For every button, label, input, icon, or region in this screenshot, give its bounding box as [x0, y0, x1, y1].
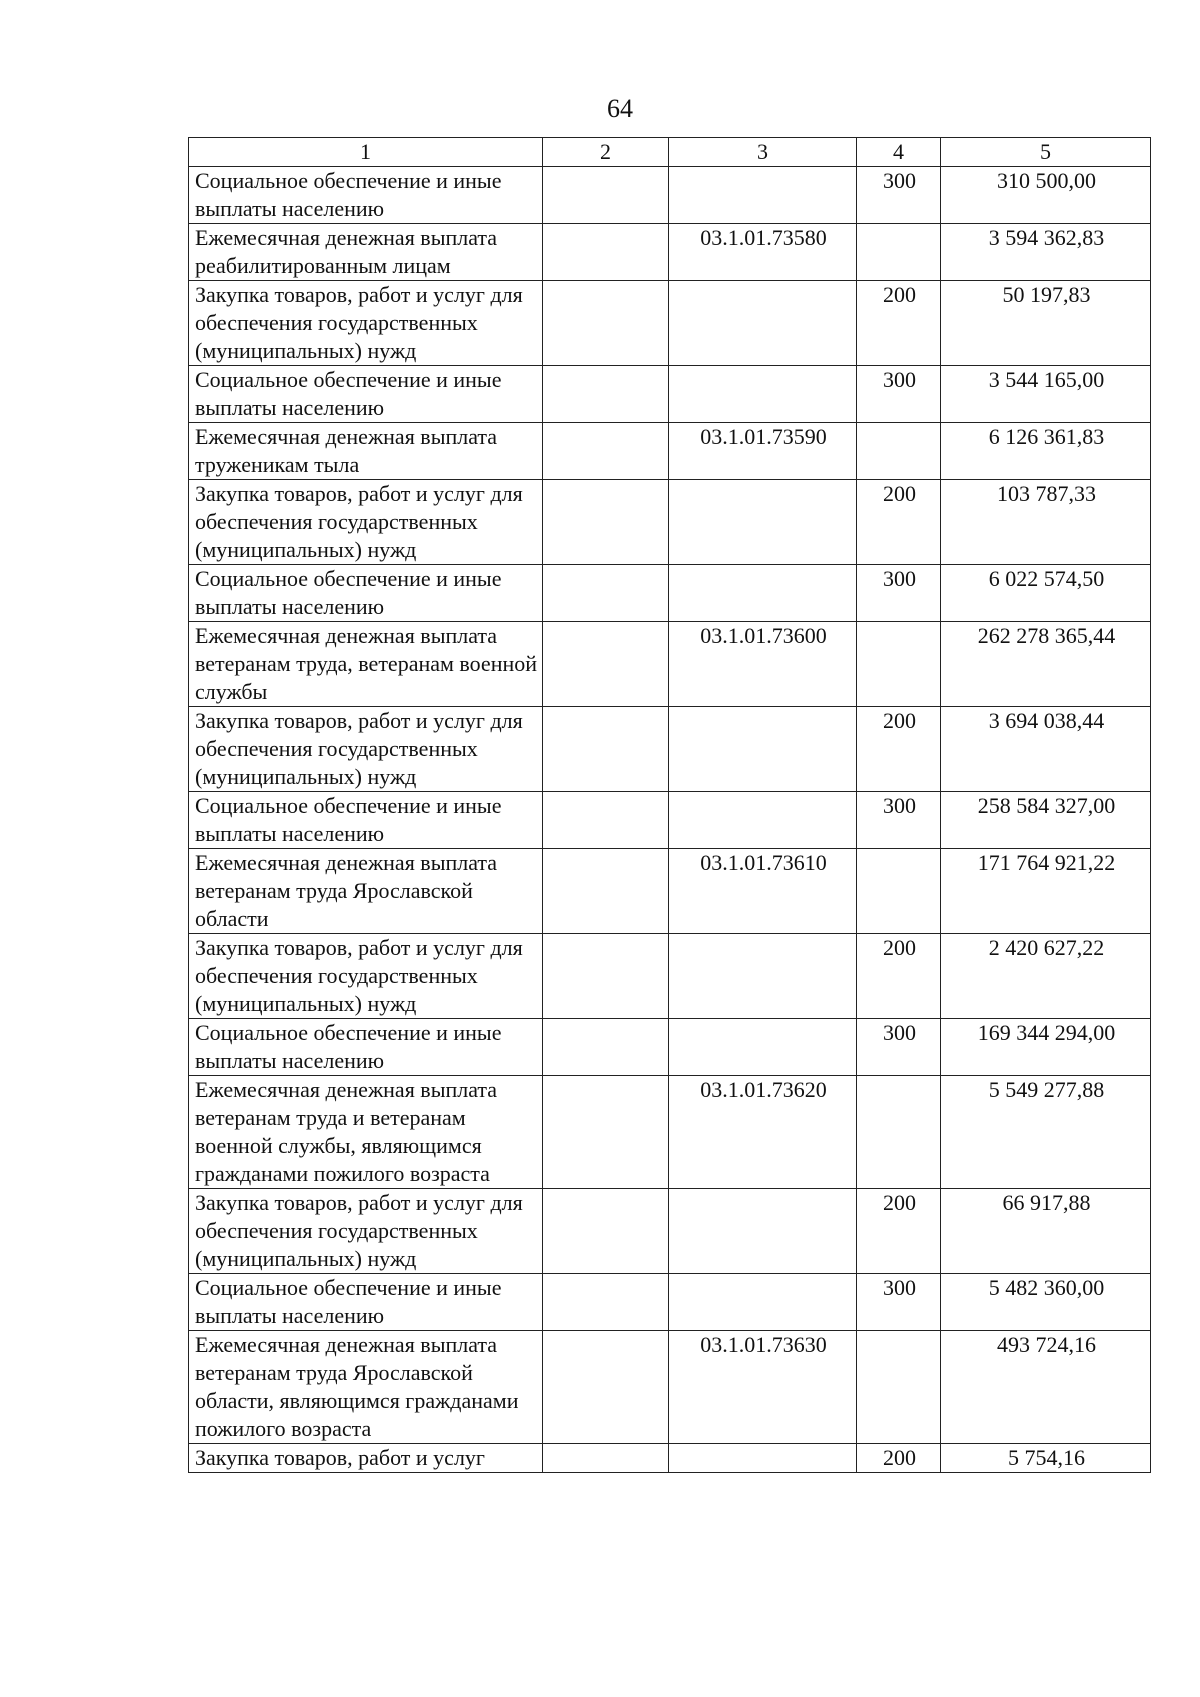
row-code-cell: 03.1.01.73630	[669, 1331, 857, 1444]
row-col2-cell	[543, 281, 669, 366]
header-cell-2: 2	[543, 138, 669, 167]
row-code-cell	[669, 565, 857, 622]
row-name-cell: Ежемесячная денежная выплата труженикам тыла	[189, 423, 543, 480]
row-col2-cell	[543, 707, 669, 792]
row-name-cell: Социальное обеспечение и иные выплаты населению	[189, 792, 543, 849]
row-amount-cell: 171 764 921,22	[941, 849, 1151, 934]
row-amount-cell: 262 278 365,44	[941, 622, 1151, 707]
header-cell-5: 5	[941, 138, 1151, 167]
row-amount-cell: 258 584 327,00	[941, 792, 1151, 849]
table-row	[189, 1331, 1151, 1444]
row-col2-cell	[543, 1019, 669, 1076]
row-col2-cell	[543, 366, 669, 423]
row-type-cell	[857, 1076, 941, 1189]
row-amount-cell: 6 126 361,83	[941, 423, 1151, 480]
row-amount-cell: 493 724,16	[941, 1331, 1151, 1444]
row-code-cell: 03.1.01.73590	[669, 423, 857, 480]
row-code-cell: 03.1.01.73580	[669, 224, 857, 281]
row-name-cell: Ежемесячная денежная выплата ветеранам труда, ветеранам военной службы	[189, 622, 543, 707]
header-cell-4: 4	[857, 138, 941, 167]
row-type-cell: 200	[857, 707, 941, 792]
table-row	[189, 792, 1151, 849]
header-cell-1: 1	[189, 138, 543, 167]
row-col2-cell	[543, 1274, 669, 1331]
table-header-row	[189, 138, 1151, 167]
row-amount-cell: 5 482 360,00	[941, 1274, 1151, 1331]
row-type-cell	[857, 622, 941, 707]
row-col2-cell	[543, 224, 669, 281]
row-type-cell	[857, 1331, 941, 1444]
row-type-cell: 200	[857, 1189, 941, 1274]
table-row	[189, 707, 1151, 792]
table-row	[189, 1274, 1151, 1331]
row-amount-cell: 66 917,88	[941, 1189, 1151, 1274]
row-type-cell	[857, 849, 941, 934]
row-amount-cell: 5 549 277,88	[941, 1076, 1151, 1189]
row-code-cell	[669, 480, 857, 565]
row-type-cell	[857, 224, 941, 281]
row-code-cell: 03.1.01.73600	[669, 622, 857, 707]
row-amount-cell: 50 197,83	[941, 281, 1151, 366]
row-col2-cell	[543, 565, 669, 622]
row-amount-cell: 169 344 294,00	[941, 1019, 1151, 1076]
row-type-cell: 300	[857, 565, 941, 622]
row-name-cell: Ежемесячная денежная выплата ветеранам труда и ветеранам военной службы, являющимся гражданами пожилого возраста	[189, 1076, 543, 1189]
row-code-cell: 03.1.01.73620	[669, 1076, 857, 1189]
row-name-cell: Закупка товаров, работ и услуг для обеспечения государственных (муниципальных) нужд	[189, 934, 543, 1019]
table-row	[189, 480, 1151, 565]
table-row	[189, 1019, 1151, 1076]
table-row	[189, 1444, 1151, 1473]
page-number: 64	[607, 94, 633, 123]
table-row	[189, 167, 1151, 224]
row-type-cell: 300	[857, 167, 941, 224]
budget-table-body	[189, 138, 1151, 1473]
table-row	[189, 1189, 1151, 1274]
row-type-cell	[857, 423, 941, 480]
row-amount-cell: 2 420 627,22	[941, 934, 1151, 1019]
row-code-cell	[669, 1189, 857, 1274]
row-col2-cell	[543, 622, 669, 707]
row-code-cell	[669, 1274, 857, 1331]
table-row	[189, 934, 1151, 1019]
row-col2-cell	[543, 1444, 669, 1473]
table-row	[189, 565, 1151, 622]
row-amount-cell: 6 022 574,50	[941, 565, 1151, 622]
row-name-cell: Ежемесячная денежная выплата ветеранам труда Ярославской области, являющимся гражданами пожилого возраста	[189, 1331, 543, 1444]
budget-table	[188, 137, 1151, 1473]
row-code-cell	[669, 167, 857, 224]
row-type-cell: 300	[857, 366, 941, 423]
row-type-cell: 300	[857, 792, 941, 849]
table-row	[189, 281, 1151, 366]
table-row	[189, 849, 1151, 934]
table-row	[189, 366, 1151, 423]
row-col2-cell	[543, 480, 669, 565]
row-col2-cell	[543, 849, 669, 934]
table-row	[189, 622, 1151, 707]
row-col2-cell	[543, 1331, 669, 1444]
row-name-cell: Закупка товаров, работ и услуг для обеспечения государственных (муниципальных) нужд	[189, 281, 543, 366]
row-code-cell: 03.1.01.73610	[669, 849, 857, 934]
row-name-cell: Закупка товаров, работ и услуг для обеспечения государственных (муниципальных) нужд	[189, 480, 543, 565]
row-col2-cell	[543, 1076, 669, 1189]
header-cell-3: 3	[669, 138, 857, 167]
row-name-cell: Закупка товаров, работ и услуг для обеспечения государственных (муниципальных) нужд	[189, 1189, 543, 1274]
row-code-cell	[669, 366, 857, 423]
table-row	[189, 224, 1151, 281]
row-type-cell: 200	[857, 934, 941, 1019]
row-col2-cell	[543, 167, 669, 224]
row-code-cell	[669, 792, 857, 849]
row-code-cell	[669, 1444, 857, 1473]
row-name-cell: Социальное обеспечение и иные выплаты населению	[189, 167, 543, 224]
row-name-cell: Социальное обеспечение и иные выплаты населению	[189, 1019, 543, 1076]
row-code-cell	[669, 1019, 857, 1076]
row-col2-cell	[543, 1189, 669, 1274]
row-amount-cell: 3 544 165,00	[941, 366, 1151, 423]
row-name-cell: Ежемесячная денежная выплата реабилитированным лицам	[189, 224, 543, 281]
row-amount-cell: 5 754,16	[941, 1444, 1151, 1473]
row-col2-cell	[543, 934, 669, 1019]
row-amount-cell: 310 500,00	[941, 167, 1151, 224]
row-type-cell: 200	[857, 1444, 941, 1473]
row-code-cell	[669, 707, 857, 792]
row-amount-cell: 103 787,33	[941, 480, 1151, 565]
table-row	[189, 423, 1151, 480]
row-col2-cell	[543, 423, 669, 480]
table-row	[189, 1076, 1151, 1189]
row-type-cell: 200	[857, 281, 941, 366]
row-name-cell: Закупка товаров, работ и услуг	[189, 1444, 543, 1473]
row-col2-cell	[543, 792, 669, 849]
row-name-cell: Социальное обеспечение и иные выплаты населению	[189, 565, 543, 622]
row-name-cell: Ежемесячная денежная выплата ветеранам труда Ярославской области	[189, 849, 543, 934]
row-name-cell: Социальное обеспечение и иные выплаты населению	[189, 1274, 543, 1331]
row-name-cell: Социальное обеспечение и иные выплаты населению	[189, 366, 543, 423]
row-amount-cell: 3 594 362,83	[941, 224, 1151, 281]
row-type-cell: 300	[857, 1274, 941, 1331]
row-code-cell	[669, 281, 857, 366]
row-type-cell: 200	[857, 480, 941, 565]
row-code-cell	[669, 934, 857, 1019]
row-type-cell: 300	[857, 1019, 941, 1076]
row-name-cell: Закупка товаров, работ и услуг для обеспечения государственных (муниципальных) нужд	[189, 707, 543, 792]
row-amount-cell: 3 694 038,44	[941, 707, 1151, 792]
